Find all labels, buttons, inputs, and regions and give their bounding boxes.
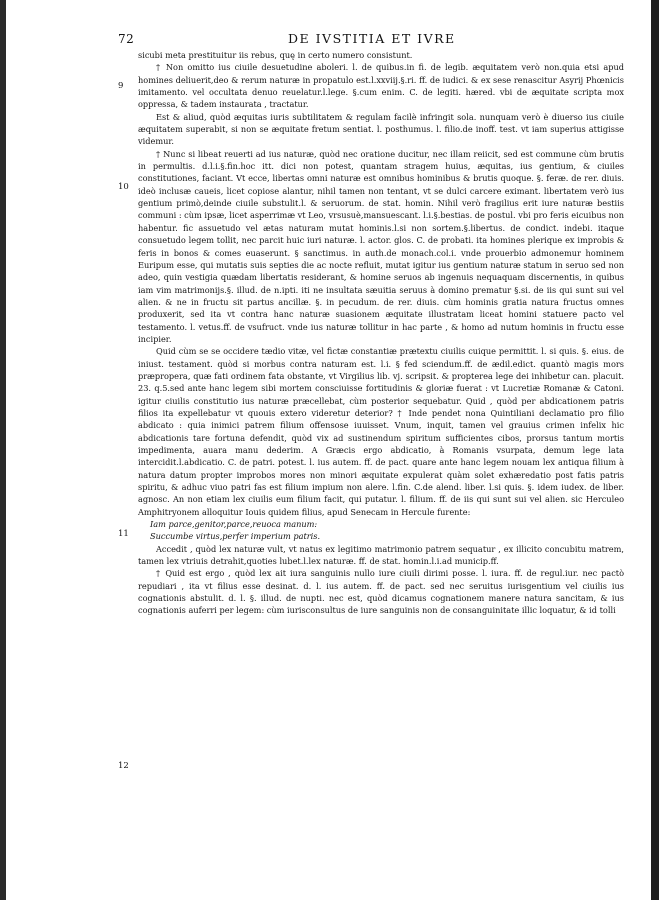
paragraph: Quid cùm se se occidere tædio vitæ, vel fictæ constantiæ prætextu ciuilis cuique permittit. l. si quis. §. eius. de iniust. testament. quòd si morbus contra naturam est. l.i. § fed sciendum.ff. de ædil.edict. quantò magis mors præpropera, quæ fati ordinem fata obstante, vt Virgilius lib. vj. scripsit. & propterea lege dei inhibetur can. placuit. 23. q.5.sed ante hanc legem sibi mortem consciuisse fortitudinis & gloriæ fuerat : vt Lucretiæ Romanæ & Catoni. igitur ciuilis constitutio ius naturæ præcellebat, cùm posterior sequebatur. Quid , quòd per abdicationem patris filios ita expellebatur vt quouis extero videretur deterior? † Inde pendet nona Quintiliani declamatio pro filio abdicato : quia inimici patrem filium offensose iuuisset. Vnum, inquit, tamen vel grauius crimen infelix hic abdicationis tare fortuna defendit, quòd vix ad sustinendum spiritum sufficientes cibos, prorsus tantum mortis impedimenta, auara manu dederim. A Græcis ergo abdicatio, à Romanis vsurpata, demum lege lata intercidit.l.abdicatio. C. de patri. potest. l. ius autem. ff. de pact. quare ante hanc legem nouam lex antiqua filium à natura datum propter improbos mores non minori æquitate expulerat quàm solet exhæredatio post fatis patris spiritu, & adhuc viuo patri fas est filium impium non alere. l.fin. C.de alend. liber. l.si quis. §. idem iudex. de liber. agnosc. An non etiam lex ciuilis eum filium facit, qui putatur. l. filium. ff. de iis qui sunt sui vel alien. sic Herculeo Amphitryonem alloquitur Iouis quidem filius, apud Senecam in Hercule furente: [138, 346, 624, 517]
page-number: 72 [118, 32, 135, 46]
verse-line: Succumbe virtus,perfer imperium patris. [150, 531, 321, 542]
margin-number: 11 [118, 529, 129, 539]
paragraph: Accedit , quòd lex naturæ vult, vt natus ex legitimo matrimonio patrem sequatur , ex illicito concubitu matrem, tamen lex vtriuis detrahit,quoties lubet.l.lex naturæ. ff. de stat. homin.l.i.ad municip.ff. [138, 543, 624, 567]
page-header [118, 30, 618, 48]
paragraph: Est & aliud, quòd æquitas iuris subtilitatem & regulam facilè infringit sola. nunquam verò è diuerso ius ciuile æquitatem superabit, si non se æquitate fretum sentiat. l. posthumus. l. filio.de inoff. test. vt iam superius attigisse videmur. [138, 111, 624, 147]
margin-number: 10 [118, 182, 129, 192]
verse-line: Iam parce,genitor,parce,reuoca manum: [150, 519, 318, 530]
body-text [138, 49, 624, 617]
margin-number: 12 [118, 761, 129, 771]
paragraph: † Non omitto ius ciuile desuetudine aboleri. l. de quibus.in fi. de legib. æquitatem verò non.quia etsi apud homines deliuerit,deo & rerum naturæ in propatulo est.l.xxviij.§.ri. ff. de iudici. & ex sese renascitur Asyrij Phœnicis imitamento. vel occultata denuo reuelatur.l.lege. §.cum enim. C. de legiti. hæred. vbi de æquitate scripta mox oppressa, & tadem instaurata , tractatur. [138, 62, 624, 110]
scan-border-left [0, 0, 6, 900]
running-title: DE IVSTITIA ET IVRE [288, 31, 456, 46]
paragraph: sicubi meta prestituitur iis rebus, quę in certo numero consistunt. [138, 50, 413, 60]
scan-border-right [651, 0, 659, 900]
paragraph: † Nunc si libeat reuerti ad ius naturæ, quòd nec oratione ducitur, nec illam reiicit, sed est commune cùm brutis in permultis. d.l.i.§.fin.hoc itt. dici non potest, quantam stragem huius, æquitas, ius gentium, & ciuiles constitutiones, faciant. Vt ecce, libertas omni naturæ est omnibus hominibus & brutis quoque. §. feræ. de rer. diuis. ideò inclusæ caueis, licet copiose alantur, nihil tamen non tentant, vt se dulci carcere eximant. libertatem verò ius gentium primò,deinde ciuile substulit.l. & seruorum. de stat. homin. Nihil verò fragilius erit iure naturæ bestiis communi : cùm ipsæ, licet asperrimæ vt Leo, vrsusuè,mansuescant. l.i.§.bestias. de postul. vbi pro feris eicuibus non habentur. fic assuetudo vel ætas naturam mutat hominis.l.si non sortem.§.libertus. de condict. indebi. itaque consuetudo legem tollit, nec parcit huic iuri naturæ. l. actor. glos. C. de probati. ita homines plerique ex improbis & feris in bonos & comes euaserunt. § sanctimus. in auth.de monach.col.i. vnde prouerbio admonemur hominem Euripum esse, qui mutatis suis septies die ac nocte refluit, mutat igitur ius gentium naturæ statum in seruo sed non adeo, quin vestigia quædam libertatis residerant, & homine seruos ab ingenuis nequaquam discernentis, in quibus iam vim matrimonijs.§. illud. de n.ipti. iti ne insultata sæuitia seruus à domino prematur §.si. de iis qui sunt sui vel alien. & ne in fructu sit partus ancillæ. §. in pecudum. de rer. diuis. cùm hominis gratia natura fructus omnes produxerit, sed ita vt contra hanc naturæ suasionem æquitate illustratam liceat homini statuere pacto vel testamento. l. vetus.ff. de vsufruct. vnde ius naturæ tollitur in hac parte , & homo ad nutum hominis in fructu esse incipier. [138, 148, 624, 344]
paragraph: † Quid est ergo , quòd lex ait iura sanguinis nullo iure ciuili dirimi posse. l. iura. ff. de regul.iur. nec pactò repudiari , ita vt filius esse desinat. d. l. ius autem. ff. de pact. sed nec seruitus iurisgentium vel ciuilis ius cognationis abstulit. d. l. §. illud. de nupti. nec est, quòd dicamus cognationem manere natura sancitam, & ius cognationis auferri per legem: cùm iurisconsultus de iure sanguinis non de consanguinitate illic loquatur, & id tolli [138, 568, 624, 616]
margin-number: 9 [118, 81, 124, 91]
